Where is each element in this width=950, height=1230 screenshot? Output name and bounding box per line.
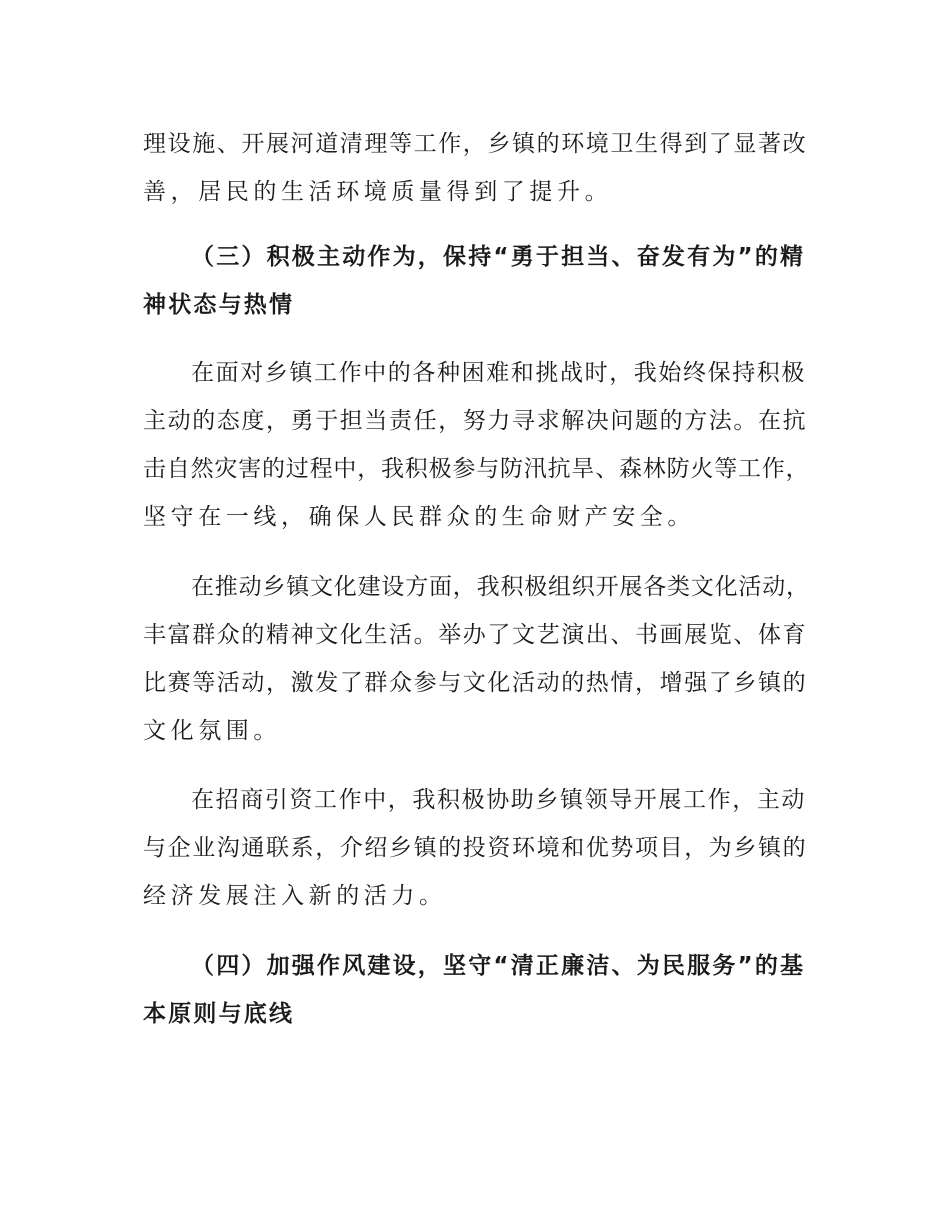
heading-line: （三）积极主动作为，保持“勇于担当、奋发有为”的精 (191, 244, 806, 270)
text-line: 坚守在一线，确保人民群众的生命财产安全。 (143, 504, 695, 530)
text-line: 主动的态度，勇于担当责任，努力寻求解决问题的方法。在抗 (143, 408, 808, 434)
text-line: 击自然灾害的过程中，我积极参与防汛抗旱、森林防火等工作， (143, 456, 810, 482)
heading-line: 本原则与底线 (143, 1001, 295, 1027)
text-line: 在面对乡镇工作中的各种困难和挑战时，我始终保持积极 (191, 360, 806, 386)
text-line: 在推动乡镇文化建设方面，我积极组织开展各类文化活动， (191, 574, 810, 600)
text-line: 比赛等活动，激发了群众参与文化活动的热情，增强了乡镇的 (143, 670, 808, 696)
text-line: 理设施、开展河道清理等工作，乡镇的环境卫生得到了显著改 (143, 131, 808, 157)
text-line: 经济发展注入新的活力。 (143, 883, 447, 909)
heading-line: （四）加强作风建设，坚守“清正廉洁、为民服务”的基 (191, 953, 806, 979)
text-line: 在招商引资工作中，我积极协助乡镇领导开展工作，主动 (191, 787, 806, 813)
text-line: 善，居民的生活环境质量得到了提升。 (143, 179, 613, 205)
heading-line: 神状态与热情 (143, 292, 295, 318)
text-line: 与企业沟通联系，介绍乡镇的投资环境和优势项目，为乡镇的 (143, 835, 808, 861)
text-line: 丰富群众的精神文化生活。举办了文艺演出、书画展览、体育 (143, 622, 808, 648)
text-line: 文化氛围。 (143, 718, 281, 744)
